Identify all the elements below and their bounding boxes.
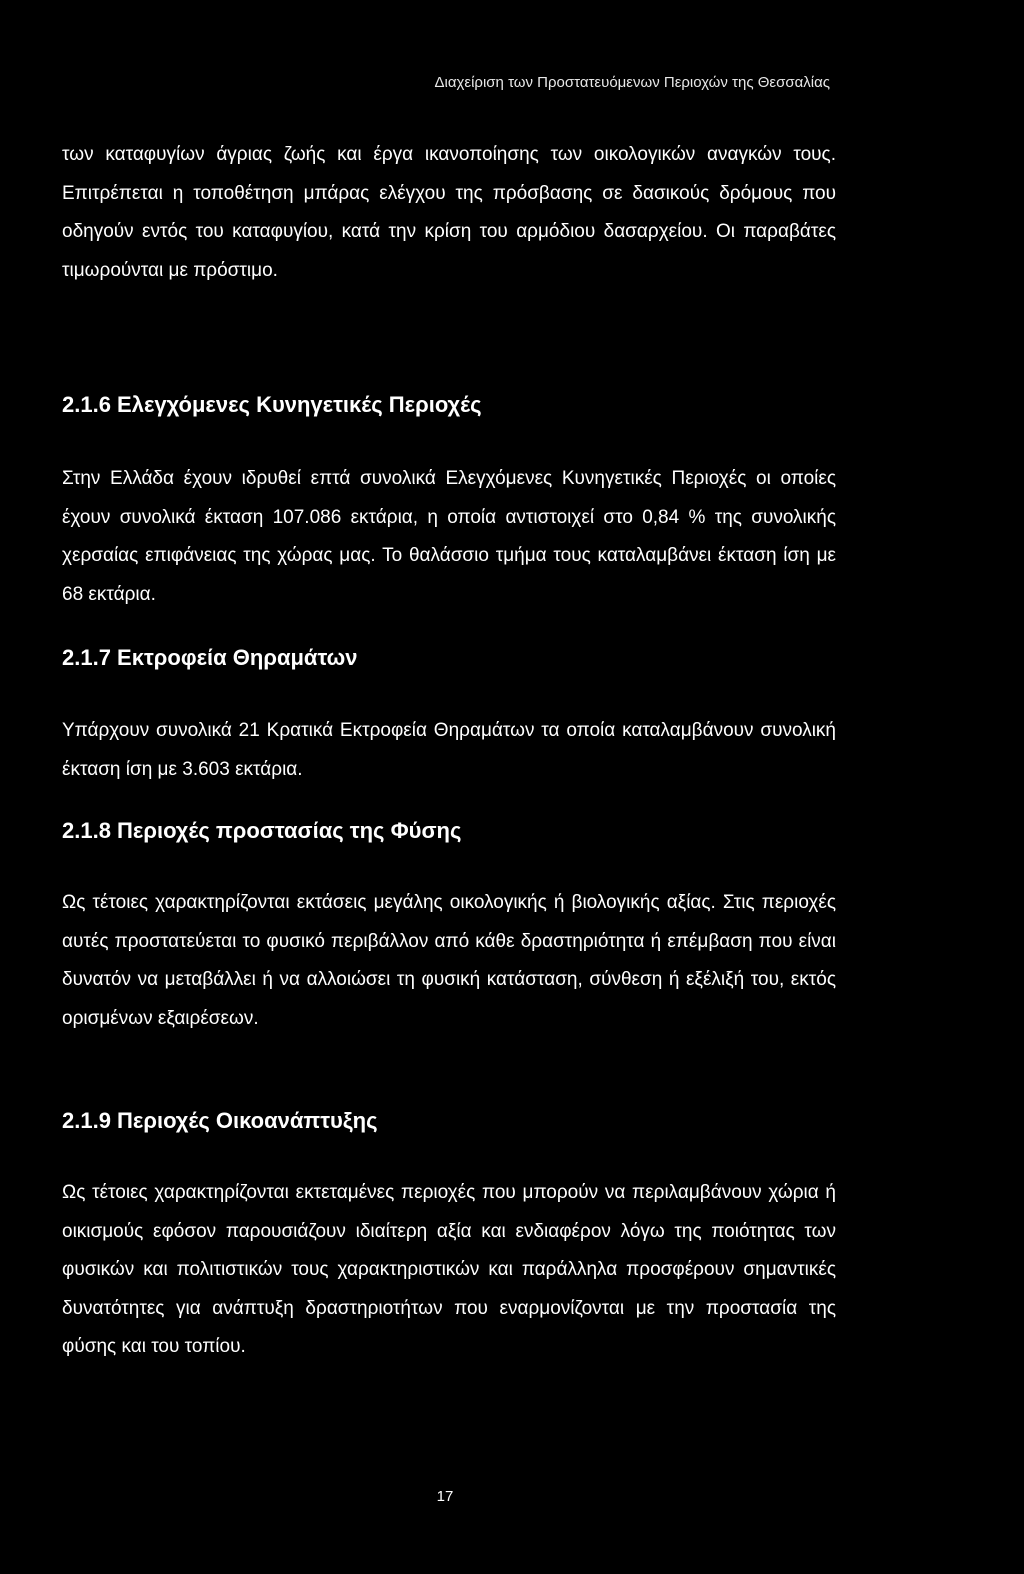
section-heading-2-1-6: 2.1.6 Ελεγχόμενες Κυνηγετικές Περιοχές bbox=[62, 392, 482, 417]
running-header: Διαχείριση των Προστατευόμενων Περιοχών της Θεσσαλίας bbox=[434, 74, 830, 91]
section-heading-2-1-8: 2.1.8 Περιοχές προστασίας της Φύσης bbox=[62, 818, 462, 843]
section-heading-2-1-7: 2.1.7 Εκτροφεία Θηραμάτων bbox=[62, 645, 358, 670]
section-body-2-1-9: Ως τέτοιες χαρακτηρίζονται εκτεταμένες περιοχές που μπορούν να περιλαμβάνουν χώρια ή οικισμούς εφόσον παρουσιάζουν ιδιαίτερη αξία και ενδιαφέρον λόγω της ποιότητας των φυσικών και πολιτιστικών τους χαρακτηριστικών και παράλληλα προσφέρουν σημαντικές δυνατότητες για ανάπτυξη δραστηριοτήτων που εναρμονίζονται με την προστασία της φύσης και του τοπίου. bbox=[62, 1182, 836, 1358]
intro-paragraph: των καταφυγίων άγριας ζωής και έργα ικανοποίησης των οικολογικών αναγκών τους. Επιτρέπεται η τοποθέτηση μπάρας ελέγχου της πρόσβασης σε δασικούς δρόμους που οδηγούν εντός του καταφυγίου, κατά την κρίση του αρμόδιου δασαρχείου. Οι παραβάτες τιμωρούνται με πρόστιμο. bbox=[62, 144, 836, 281]
section-body-2-1-7: Υπάρχουν συνολικά 21 Κρατικά Εκτροφεία Θηραμάτων τα οποία καταλαμβάνουν συνολική έκταση ίση με 3.603 εκτάρια. bbox=[62, 720, 836, 780]
section-heading-2-1-9: 2.1.9 Περιοχές Οικοανάπτυξης bbox=[62, 1108, 378, 1133]
section-body-2-1-6: Στην Ελλάδα έχουν ιδρυθεί επτά συνολικά Ελεγχόμενες Κυνηγετικές Περιοχές οι οποίες έχουν συνολικά έκταση 107.086 εκτάρια, η οποία αντιστοιχεί στο 0,84 % της συνολικής χερσαίας επιφάνειας της χώρας μας. Το θαλάσσιο τμήμα τους καταλαμβάνει έκταση ίση με 68 εκτάρια. bbox=[62, 468, 836, 605]
page-number: 17 bbox=[436, 1488, 454, 1505]
section-body-2-1-8: Ως τέτοιες χαρακτηρίζονται εκτάσεις μεγάλης οικολογικής ή βιολογικής αξίας. Στις περιοχές αυτές προστατεύεται το φυσικό περιβάλλον από κάθε δραστηριότητα ή επέμβαση που είναι δυνατόν να μεταβάλλει ή να αλλοιώσει τη φυσική κατάσταση, σύνθεση ή εξέλιξή του, εκτός ορισμένων εξαιρέσεων. bbox=[62, 892, 836, 1029]
